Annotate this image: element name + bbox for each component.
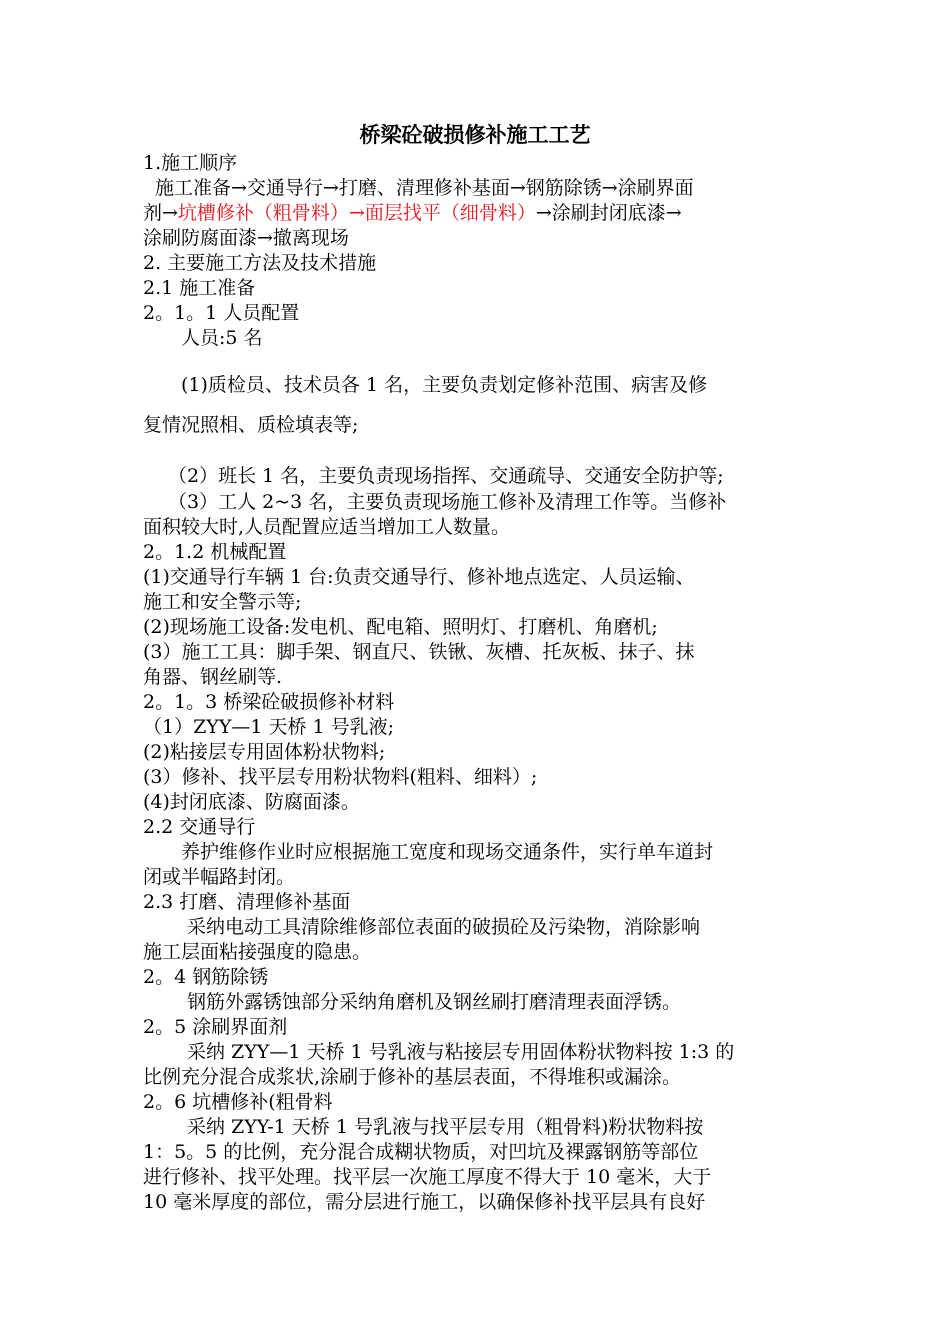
paragraph-line: 比例充分混合成浆状,涂刷于修补的基层表面，不得堆积或漏涂。 xyxy=(143,1066,682,1088)
paragraph-line: (2)现场施工设备:发电机、配电箱、照明灯、打磨机、角磨机; xyxy=(143,616,658,638)
paragraph-line: (4)封闭底漆、防腐面漆。 xyxy=(143,791,360,813)
paragraph-line: （2）班长 1 名，主要负责现场指挥、交通疏导、交通安全防护等; xyxy=(168,465,724,487)
heading-2: 2. 主要施工方法及技术措施 xyxy=(143,252,377,274)
heading-2-4: 2。4 钢筋除锈 xyxy=(143,966,269,988)
paragraph-line: 养护维修作业时应根据施工宽度和现场交通条件，实行单车道封 xyxy=(181,841,714,863)
heading-2-1-2: 2。1.2 机械配置 xyxy=(143,541,287,563)
text-run: →涂刷封闭底漆→ xyxy=(535,202,682,224)
paragraph-line: 10 毫米厚度的部位，需分层进行施工，以确保修补找平层具有良好 xyxy=(143,1191,706,1213)
heading-2-1: 2.1 施工准备 xyxy=(143,277,256,299)
paragraph-line: 钢筋外露锈蚀部分采纳角磨机及钢丝刷打磨清理表面浮锈。 xyxy=(187,991,682,1013)
paragraph-line: 采纳 ZYY-1 天桥 1 号乳液与找平层专用（粗骨料)粉状物料按 xyxy=(187,1116,704,1138)
paragraph-line: 涂刷防腐面漆→撤离现场 xyxy=(143,227,349,249)
paragraph-line: 采纳 ZYY—1 天桥 1 号乳液与粘接层专用固体粉状物料按 1:3 的 xyxy=(187,1041,735,1063)
paragraph-line: （3）工人 2~3 名，主要负责现场施工修补及清理工作等。当修补 xyxy=(168,491,727,513)
heading-2-2: 2.2 交通导行 xyxy=(143,816,256,838)
paragraph-line: 1：5。5 的比例，充分混合成糊状物质，对凹坑及裸露钢筋等部位 xyxy=(143,1141,699,1163)
paragraph-line: 面积较大时,人员配置应适当增加工人数量。 xyxy=(143,516,511,538)
heading-2-3: 2.3 打磨、清理修补基面 xyxy=(143,891,351,913)
paragraph-line xyxy=(143,200,682,226)
paragraph-line: 施工准备→交通导行→打磨、清理修补基面→钢筋除锈→涂刷界面 xyxy=(155,177,694,199)
paragraph-line: 采纳电动工具清除维修部位表面的破损砼及污染物，消除影响 xyxy=(187,916,701,938)
paragraph-line: (2)粘接层专用固体粉状物料; xyxy=(143,741,386,763)
text-run: 剂→ xyxy=(143,202,178,224)
paragraph-line: (3）修补、找平层专用粉状物料(粗料、细料）; xyxy=(143,766,538,788)
heading-2-1-1: 2。1。1 人员配置 xyxy=(143,302,300,324)
heading-2-6: 2。6 坑槽修补(粗骨料 xyxy=(143,1091,333,1113)
paragraph-line: (1)质检员、技术员各 1 名，主要负责划定修补范围、病害及修 xyxy=(181,374,708,396)
highlighted-text: 坑槽修补（粗骨料）→面层找平（细骨料） xyxy=(177,202,536,224)
paragraph-line: 人员:5 名 xyxy=(181,327,263,349)
paragraph-line: 闭或半幅路封闭。 xyxy=(143,866,296,888)
paragraph-line: （1）ZYY—1 天桥 1 号乳液; xyxy=(143,716,395,738)
document-title: 桥梁砼破损修补施工工艺 xyxy=(359,123,591,147)
paragraph-line: 进行修补、找平处理。找平层一次施工厚度不得大于 10 毫米，大于 xyxy=(143,1166,712,1188)
paragraph-line: 角器、钢丝刷等. xyxy=(143,666,283,688)
paragraph-line: 复情况照相、质检填表等; xyxy=(143,414,359,436)
paragraph-line: (1)交通导行车辆 1 台:负责交通导行、修补地点选定、人员运输、 xyxy=(143,566,695,588)
heading-2-5: 2。5 涂刷界面剂 xyxy=(143,1016,288,1038)
heading-2-1-3: 2。1。3 桥梁砼破损修补材料 xyxy=(143,691,395,713)
paragraph-line: 施工层面粘接强度的隐患。 xyxy=(143,941,372,963)
paragraph-line: 施工和安全警示等; xyxy=(143,591,302,613)
heading-1: 1.施工顺序 xyxy=(143,152,238,174)
paragraph-line: (3）施工工具：脚手架、钢直尺、铁锹、灰槽、托灰板、抹子、抹 xyxy=(143,641,695,663)
